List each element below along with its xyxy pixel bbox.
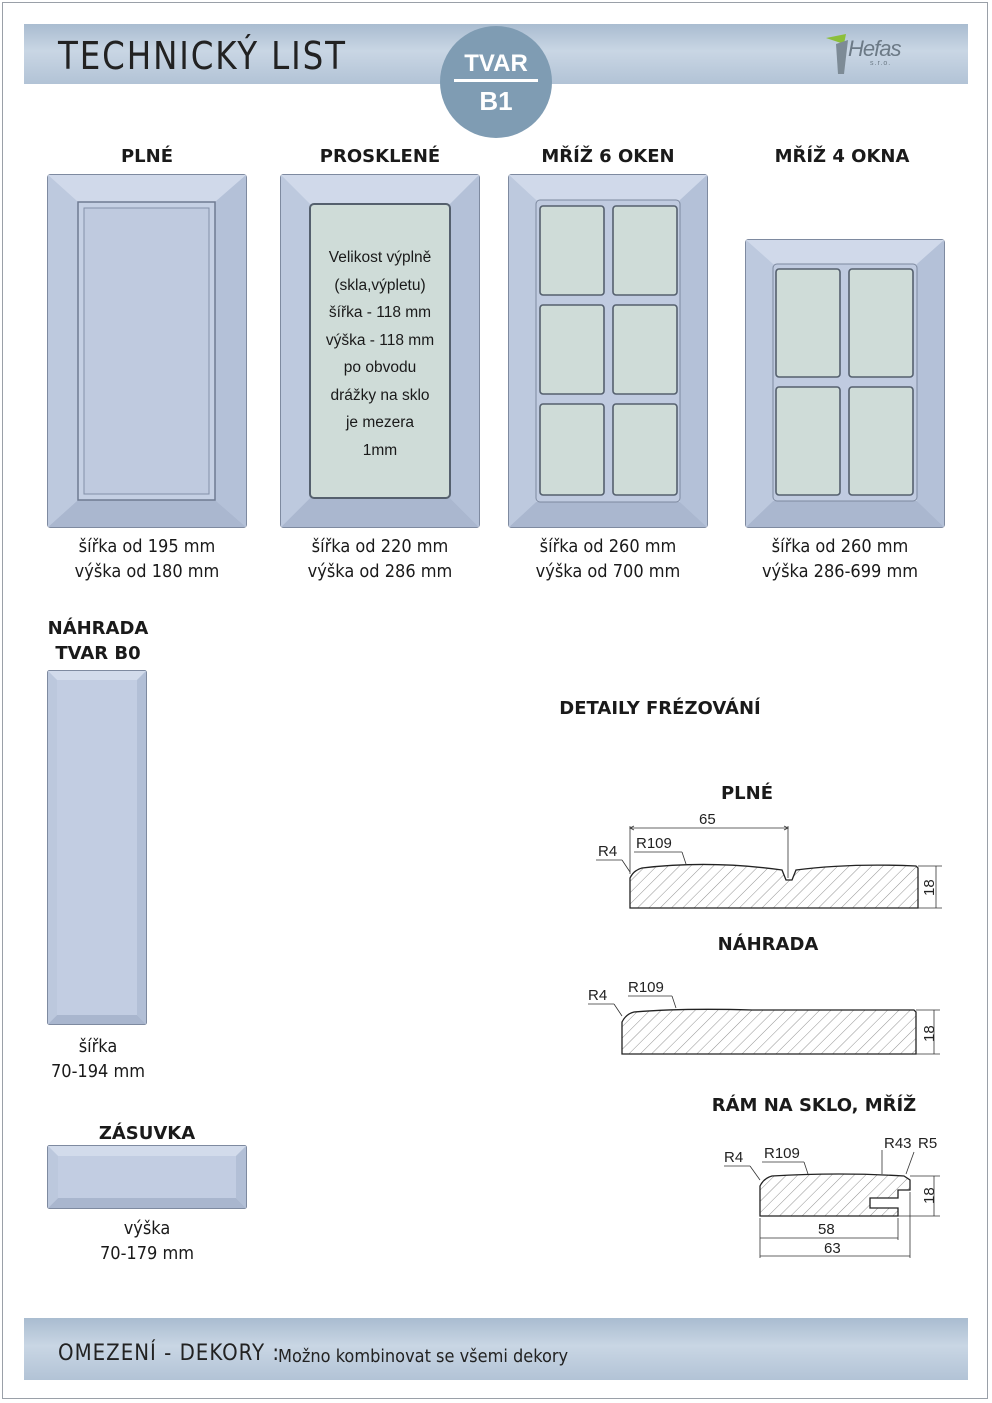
door-grid6-illustration — [508, 174, 708, 528]
badge-divider — [454, 79, 538, 82]
door-full-illustration — [47, 174, 247, 528]
badge-line-1: TVAR — [464, 50, 528, 77]
profile-full-rsmall-label: R4 — [598, 843, 618, 860]
caption-range: 70-194 mm — [50, 1061, 146, 1082]
glass-note-line: (skla,výpletu) — [334, 276, 426, 294]
variant-caption-glazed — [273, 534, 487, 584]
footer-label: OMEZENÍ - DEKORY : — [58, 1341, 281, 1366]
profile-frame-rsmall-label: R4 — [724, 1149, 744, 1166]
glass-note-line: 1mm — [362, 441, 398, 459]
glass-note-line: šířka - 118 mm — [328, 304, 432, 321]
profile-full-rbig-label: R109 — [636, 835, 672, 852]
caption-height: výška 286-699 mm — [761, 561, 919, 582]
profile-frame-w63-label: 63 — [824, 1240, 841, 1257]
caption-width: šířka od 220 mm — [311, 536, 449, 557]
variant-caption-grid4 — [733, 534, 947, 584]
variant-caption-grid6 — [501, 534, 715, 584]
profile-replacement-drawing — [582, 976, 942, 1060]
profile-frame-drawing — [720, 1128, 950, 1264]
badge-line-2: B1 — [479, 86, 513, 116]
door-grid4-illustration — [745, 239, 945, 528]
glass-note-line: po obvodu — [343, 359, 417, 376]
replacement-title — [30, 616, 166, 666]
glass-note-line: výška - 118 mm — [325, 331, 435, 349]
variant-title-grid4: MŘÍŽ 4 OKNA — [774, 146, 910, 167]
drawer-title: ZÁSUVKA — [98, 1123, 196, 1144]
profile-full-thickness-label: 18 — [921, 879, 938, 896]
glass-note-line: Velikost výplně — [328, 249, 432, 266]
footer-value: Možno kombinovat se všemi dekory — [278, 1346, 569, 1367]
logo-text: Hefas — [848, 36, 901, 61]
glass-size-note — [310, 244, 450, 464]
profile-title-replacement: NÁHRADA — [717, 934, 819, 955]
caption-height: výška od 180 mm — [74, 561, 220, 582]
profile-frame-rbig-label: R109 — [764, 1145, 800, 1162]
profile-frame-thickness-label: 18 — [921, 1187, 938, 1204]
caption-width: šířka od 260 mm — [539, 536, 677, 557]
replacement-title-line: TVAR B0 — [55, 643, 141, 664]
caption-height: výška od 700 mm — [535, 561, 681, 582]
profile-full-drawing — [590, 808, 950, 914]
profile-frame-r43-label: R43 — [884, 1135, 912, 1152]
replacement-caption — [30, 1034, 166, 1084]
profile-replacement-rsmall-label: R4 — [588, 987, 608, 1004]
profile-title-full: PLNÉ — [720, 783, 774, 804]
caption-width: šířka od 195 mm — [78, 536, 216, 557]
variant-title-grid6: MŘÍŽ 6 OKEN — [541, 146, 675, 167]
caption-label: šířka — [78, 1036, 118, 1057]
glass-note-line: je mezera — [345, 414, 415, 431]
variant-title-glazed: PROSKLENÉ — [319, 146, 441, 167]
variant-caption-full — [40, 534, 254, 584]
drawer-caption — [47, 1216, 247, 1266]
replacement-title-line: NÁHRADA — [47, 618, 149, 639]
profile-title-frame: RÁM NA SKLO, MŘÍŽ — [711, 1095, 917, 1116]
logo-subtext: s.r.o. — [870, 60, 892, 67]
caption-height: výška od 286 mm — [307, 561, 453, 582]
page-title: TECHNICKÝ LIST — [58, 34, 347, 78]
milling-details-title: DETAILY FRÉZOVÁNÍ — [559, 698, 761, 719]
shape-badge — [440, 26, 552, 138]
profile-replacement-thickness-label: 18 — [921, 1025, 938, 1042]
glass-note-line: drážky na sklo — [330, 386, 430, 404]
caption-label: výška — [123, 1218, 171, 1239]
profile-frame-w58-label: 58 — [818, 1221, 835, 1238]
replacement-panel-illustration — [47, 670, 147, 1025]
profile-full-width-label: 65 — [699, 811, 716, 828]
profile-replacement-rbig-label: R109 — [628, 979, 664, 996]
caption-width: šířka od 260 mm — [771, 536, 909, 557]
variant-title-full: PLNÉ — [120, 146, 174, 167]
caption-range: 70-179 mm — [99, 1243, 195, 1264]
profile-frame-r5-label: R5 — [918, 1135, 938, 1152]
drawer-front-illustration — [47, 1145, 247, 1209]
